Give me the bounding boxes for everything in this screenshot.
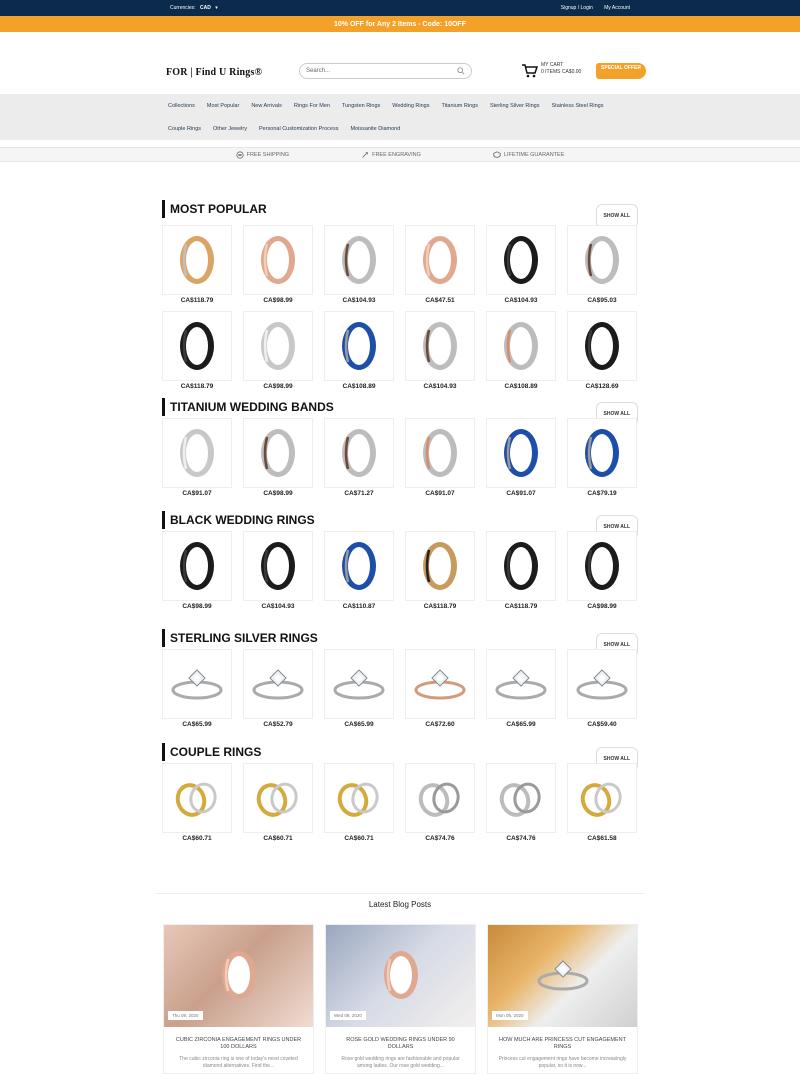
blog-post-image[interactable] — [164, 925, 313, 1027]
product-card[interactable] — [162, 649, 232, 729]
product-thumbnail[interactable] — [405, 531, 475, 601]
product-card[interactable] — [162, 531, 232, 611]
product-thumbnail[interactable] — [162, 531, 232, 601]
nav-item[interactable]: Collections — [168, 102, 195, 109]
product-price: CA$79.19 — [587, 490, 617, 497]
nav-item[interactable]: Stainless Steel Rings — [551, 102, 604, 109]
product-card[interactable] — [324, 531, 394, 611]
blog-post-card[interactable] — [325, 924, 476, 1074]
product-grid — [162, 531, 637, 611]
blog-post-image[interactable] — [488, 925, 637, 1027]
ring-image — [533, 945, 593, 1005]
product-card[interactable] — [405, 418, 475, 498]
ring-image — [410, 768, 470, 828]
product-card[interactable] — [486, 418, 556, 498]
cart-icon — [522, 64, 538, 78]
product-price: CA$108.89 — [504, 383, 538, 390]
product-price: CA$104.93 — [261, 603, 295, 610]
product-grid — [162, 763, 637, 843]
product-section — [162, 200, 638, 390]
show-all-button[interactable]: SHOW ALL — [596, 204, 638, 228]
ring-image — [167, 536, 227, 596]
section-title-text: BLACK WEDDING RINGS — [170, 513, 315, 527]
product-card[interactable] — [567, 649, 637, 729]
ring-image — [329, 654, 389, 714]
ring-image — [248, 316, 308, 376]
top-bar — [0, 0, 800, 16]
product-card[interactable] — [405, 225, 475, 305]
ring-image — [572, 654, 632, 714]
product-price: CA$110.87 — [342, 603, 376, 610]
product-price: CA$72.60 — [425, 721, 455, 728]
nav-row — [168, 94, 632, 117]
ring-image — [329, 536, 389, 596]
blog-post-excerpt: Rose gold wedding rings are fashionable and popular among ladies. Our rose gold wedding... — [341, 1056, 460, 1069]
benefit-guarantee: LIFETIME GUARANTEE — [493, 151, 565, 159]
ring-image — [410, 230, 470, 290]
section-title-text: MOST POPULAR — [170, 202, 267, 216]
product-card[interactable] — [162, 311, 232, 391]
product-price: CA$128.69 — [585, 383, 619, 390]
product-thumbnail[interactable] — [486, 225, 556, 295]
blog-post-date: Wed 08, 2020 — [330, 1011, 366, 1020]
shield-icon — [493, 151, 501, 159]
product-card[interactable] — [243, 225, 313, 305]
product-thumbnail[interactable] — [324, 531, 394, 601]
benefits-bar — [0, 147, 800, 162]
ring-image — [167, 230, 227, 290]
section-title-text: STERLING SILVER RINGS — [170, 631, 318, 645]
product-card[interactable] — [324, 311, 394, 391]
nav-item[interactable]: Wedding Rings — [392, 102, 430, 109]
ring-image — [572, 230, 632, 290]
truck-icon — [236, 151, 244, 159]
product-card[interactable] — [243, 418, 313, 498]
currency-value[interactable]: CAD — [199, 5, 211, 11]
product-card[interactable] — [486, 225, 556, 305]
ring-image — [410, 536, 470, 596]
blog-post-date: Mon 05, 2020 — [492, 1011, 528, 1020]
section-title — [162, 743, 638, 761]
ring-image — [329, 230, 389, 290]
product-price: CA$74.76 — [425, 835, 455, 842]
section-title-text: COUPLE RINGS — [170, 745, 262, 759]
product-thumbnail[interactable] — [324, 225, 394, 295]
ring-image — [371, 945, 431, 1005]
product-price: CA$65.99 — [182, 721, 212, 728]
product-thumbnail[interactable] — [405, 418, 475, 488]
product-thumbnail[interactable] — [243, 763, 313, 833]
product-price: CA$95.03 — [587, 297, 617, 304]
product-thumbnail[interactable] — [567, 225, 637, 295]
blog-post-image[interactable] — [326, 925, 475, 1027]
product-price: CA$108.89 — [342, 383, 376, 390]
product-thumbnail[interactable] — [486, 763, 556, 833]
cart[interactable] — [522, 62, 592, 80]
section-title — [162, 511, 638, 529]
product-thumbnail[interactable] — [567, 531, 637, 601]
my-account-link[interactable]: My Account — [604, 5, 630, 11]
blog-post-title[interactable]: ROSE GOLD WEDDING RINGS UNDER 90 DOLLARS — [346, 1037, 455, 1050]
product-thumbnail[interactable] — [486, 311, 556, 381]
product-card[interactable] — [486, 531, 556, 611]
blog-heading: Latest Blog Posts — [368, 900, 432, 909]
product-card[interactable] — [243, 531, 313, 611]
nav-item[interactable]: Other Jewelry — [213, 125, 247, 132]
signup-login-link[interactable]: Signup / Login — [560, 5, 593, 11]
product-price: CA$65.99 — [344, 721, 374, 728]
product-thumbnail[interactable] — [162, 418, 232, 488]
ring-image — [167, 768, 227, 828]
show-all-button[interactable]: SHOW ALL — [596, 633, 638, 657]
product-thumbnail[interactable] — [243, 649, 313, 719]
nav-item[interactable]: Titanium Rings — [441, 102, 478, 109]
blog-post-card[interactable] — [163, 924, 314, 1074]
product-thumbnail[interactable] — [405, 763, 475, 833]
product-price: CA$98.99 — [263, 297, 293, 304]
product-price: CA$60.71 — [182, 835, 212, 842]
product-price: CA$98.99 — [587, 603, 617, 610]
search-icon[interactable] — [457, 67, 465, 75]
product-thumbnail[interactable] — [567, 763, 637, 833]
product-thumbnail[interactable] — [162, 763, 232, 833]
product-thumbnail[interactable] — [486, 649, 556, 719]
product-section — [162, 398, 638, 497]
chevron-down-icon: ▾ — [215, 5, 218, 11]
ring-image — [491, 654, 551, 714]
product-card[interactable] — [405, 649, 475, 729]
product-grid — [162, 418, 637, 498]
product-section — [162, 743, 638, 842]
product-price: CA$118.79 — [423, 603, 457, 610]
product-thumbnail[interactable] — [243, 311, 313, 381]
product-price: CA$118.79 — [180, 383, 214, 390]
product-thumbnail[interactable] — [243, 531, 313, 601]
product-card[interactable] — [405, 311, 475, 391]
product-thumbnail[interactable] — [324, 418, 394, 488]
main-nav — [0, 94, 800, 140]
product-price: CA$60.71 — [263, 835, 293, 842]
section-title — [162, 398, 638, 416]
nav-item[interactable]: Tungsten Rings — [341, 102, 381, 109]
product-grid — [162, 225, 637, 391]
product-card[interactable] — [243, 763, 313, 843]
engraving-icon — [361, 151, 369, 159]
product-thumbnail[interactable] — [567, 418, 637, 488]
nav-item[interactable]: Most Popular — [206, 102, 240, 109]
product-thumbnail[interactable] — [405, 225, 475, 295]
benefit-shipping: FREE SHIPPING — [236, 151, 289, 159]
ring-image — [248, 536, 308, 596]
ring-image — [167, 654, 227, 714]
product-price: CA$59.40 — [587, 721, 617, 728]
ring-image — [248, 230, 308, 290]
ring-image — [491, 536, 551, 596]
ring-image — [410, 423, 470, 483]
product-thumbnail[interactable] — [405, 311, 475, 381]
product-thumbnail[interactable] — [162, 649, 232, 719]
show-all-button[interactable]: SHOW ALL — [596, 515, 638, 539]
show-all-button[interactable]: SHOW ALL — [596, 747, 638, 771]
product-section — [162, 629, 638, 728]
product-card[interactable] — [162, 763, 232, 843]
ring-image — [329, 768, 389, 828]
product-card[interactable] — [567, 531, 637, 611]
product-thumbnail[interactable] — [324, 649, 394, 719]
product-card[interactable] — [567, 418, 637, 498]
section-title — [162, 200, 638, 218]
blog-post-date: Thu 09, 2020 — [168, 1011, 203, 1020]
ring-image — [572, 536, 632, 596]
ring-image — [491, 316, 551, 376]
product-price: CA$98.99 — [182, 603, 212, 610]
product-price: CA$47.51 — [425, 297, 455, 304]
ring-image — [572, 768, 632, 828]
product-thumbnail[interactable] — [243, 418, 313, 488]
product-thumbnail[interactable] — [567, 649, 637, 719]
product-thumbnail[interactable] — [567, 311, 637, 381]
nav-item[interactable]: Moissanite Diamond — [350, 125, 401, 132]
blog-post-card[interactable] — [487, 924, 638, 1074]
header — [0, 32, 800, 94]
product-section — [162, 511, 638, 610]
blog-post-title[interactable]: CUBIC ZIRCONIA ENGAGEMENT RINGS UNDER 100 DOLLARS — [175, 1037, 302, 1050]
divider — [155, 893, 645, 894]
section-title-text: TITANIUM WEDDING BANDS — [170, 400, 334, 414]
product-price: CA$118.79 — [180, 297, 214, 304]
promo-banner[interactable]: 10% OFF for Any 2 Items - Code: 10OFF — [0, 16, 800, 32]
product-price: CA$98.99 — [263, 490, 293, 497]
product-price: CA$104.93 — [342, 297, 376, 304]
product-price: CA$74.76 — [506, 835, 536, 842]
product-price: CA$65.99 — [506, 721, 536, 728]
product-card[interactable] — [243, 311, 313, 391]
product-price: CA$98.99 — [263, 383, 293, 390]
product-card[interactable] — [567, 225, 637, 305]
ring-image — [491, 230, 551, 290]
product-price: CA$104.93 — [504, 297, 538, 304]
ring-image — [248, 654, 308, 714]
product-card[interactable] — [162, 418, 232, 498]
product-thumbnail[interactable] — [162, 225, 232, 295]
ring-image — [572, 423, 632, 483]
product-card[interactable] — [486, 649, 556, 729]
currency-selector[interactable] — [170, 5, 221, 11]
cart-summary: 0 ITEMS CA$0.00 — [541, 69, 582, 75]
search-placeholder: Search... — [306, 68, 331, 74]
ring-image — [209, 945, 269, 1005]
ring-image — [248, 423, 308, 483]
product-thumbnail[interactable] — [243, 225, 313, 295]
product-card[interactable] — [243, 649, 313, 729]
product-price: CA$91.07 — [425, 490, 455, 497]
product-price: CA$60.71 — [344, 835, 374, 842]
product-price: CA$91.07 — [182, 490, 212, 497]
nav-item[interactable]: Rings For Men — [293, 102, 330, 109]
ring-image — [248, 768, 308, 828]
ring-image — [410, 654, 470, 714]
product-thumbnail[interactable] — [162, 311, 232, 381]
product-card[interactable] — [486, 311, 556, 391]
search-input[interactable] — [299, 63, 472, 79]
product-card[interactable] — [567, 311, 637, 391]
ring-image — [491, 768, 551, 828]
ring-image — [572, 316, 632, 376]
product-price: CA$52.79 — [263, 721, 293, 728]
product-thumbnail[interactable] — [324, 311, 394, 381]
product-price: CA$91.07 — [506, 490, 536, 497]
product-card[interactable] — [405, 763, 475, 843]
nav-item[interactable]: Couple Rings — [168, 125, 202, 132]
product-price: CA$71.27 — [344, 490, 374, 497]
ring-image — [329, 423, 389, 483]
product-card[interactable] — [324, 418, 394, 498]
nav-item[interactable]: Personal Customization Process — [258, 125, 339, 132]
blog-post-excerpt: Princess cut engagement rings have become increasingly popular, so it is now... — [498, 1056, 627, 1069]
product-card[interactable] — [324, 649, 394, 729]
ring-image — [491, 423, 551, 483]
cart-title: MY CART — [541, 62, 564, 68]
section-title — [162, 629, 638, 647]
product-card[interactable] — [324, 763, 394, 843]
product-grid — [162, 649, 637, 729]
product-thumbnail[interactable] — [486, 531, 556, 601]
nav-row — [168, 117, 632, 140]
product-card[interactable] — [567, 763, 637, 843]
nav-item[interactable]: Sterling Silver Rings — [489, 102, 540, 109]
benefit-engraving: FREE ENGRAVING — [361, 151, 421, 159]
ring-image — [329, 316, 389, 376]
ring-image — [167, 423, 227, 483]
show-all-button[interactable]: SHOW ALL — [596, 402, 638, 426]
currency-label: Currencies: — [170, 5, 196, 11]
site-logo[interactable]: FOR | Find U Rings® — [166, 67, 263, 78]
nav-item[interactable]: New Arrivals — [251, 102, 282, 109]
product-card[interactable] — [486, 763, 556, 843]
product-card[interactable] — [324, 225, 394, 305]
product-price: CA$104.93 — [423, 383, 457, 390]
product-card[interactable] — [162, 225, 232, 305]
product-thumbnail[interactable] — [405, 649, 475, 719]
product-price: CA$118.79 — [504, 603, 538, 610]
ring-image — [167, 316, 227, 376]
product-thumbnail[interactable] — [486, 418, 556, 488]
product-price: CA$61.58 — [587, 835, 617, 842]
special-offer-badge[interactable]: SPECIAL OFFER — [596, 63, 646, 79]
ring-image — [410, 316, 470, 376]
blog-post-excerpt: The cubic zirconia ring is one of today's most coveted diamond alternatives. Find the... — [179, 1056, 298, 1069]
blog-post-title[interactable]: HOW MUCH ARE PRINCESS CUT ENGAGEMENT RINGS — [498, 1037, 627, 1050]
product-card[interactable] — [405, 531, 475, 611]
product-thumbnail[interactable] — [324, 763, 394, 833]
